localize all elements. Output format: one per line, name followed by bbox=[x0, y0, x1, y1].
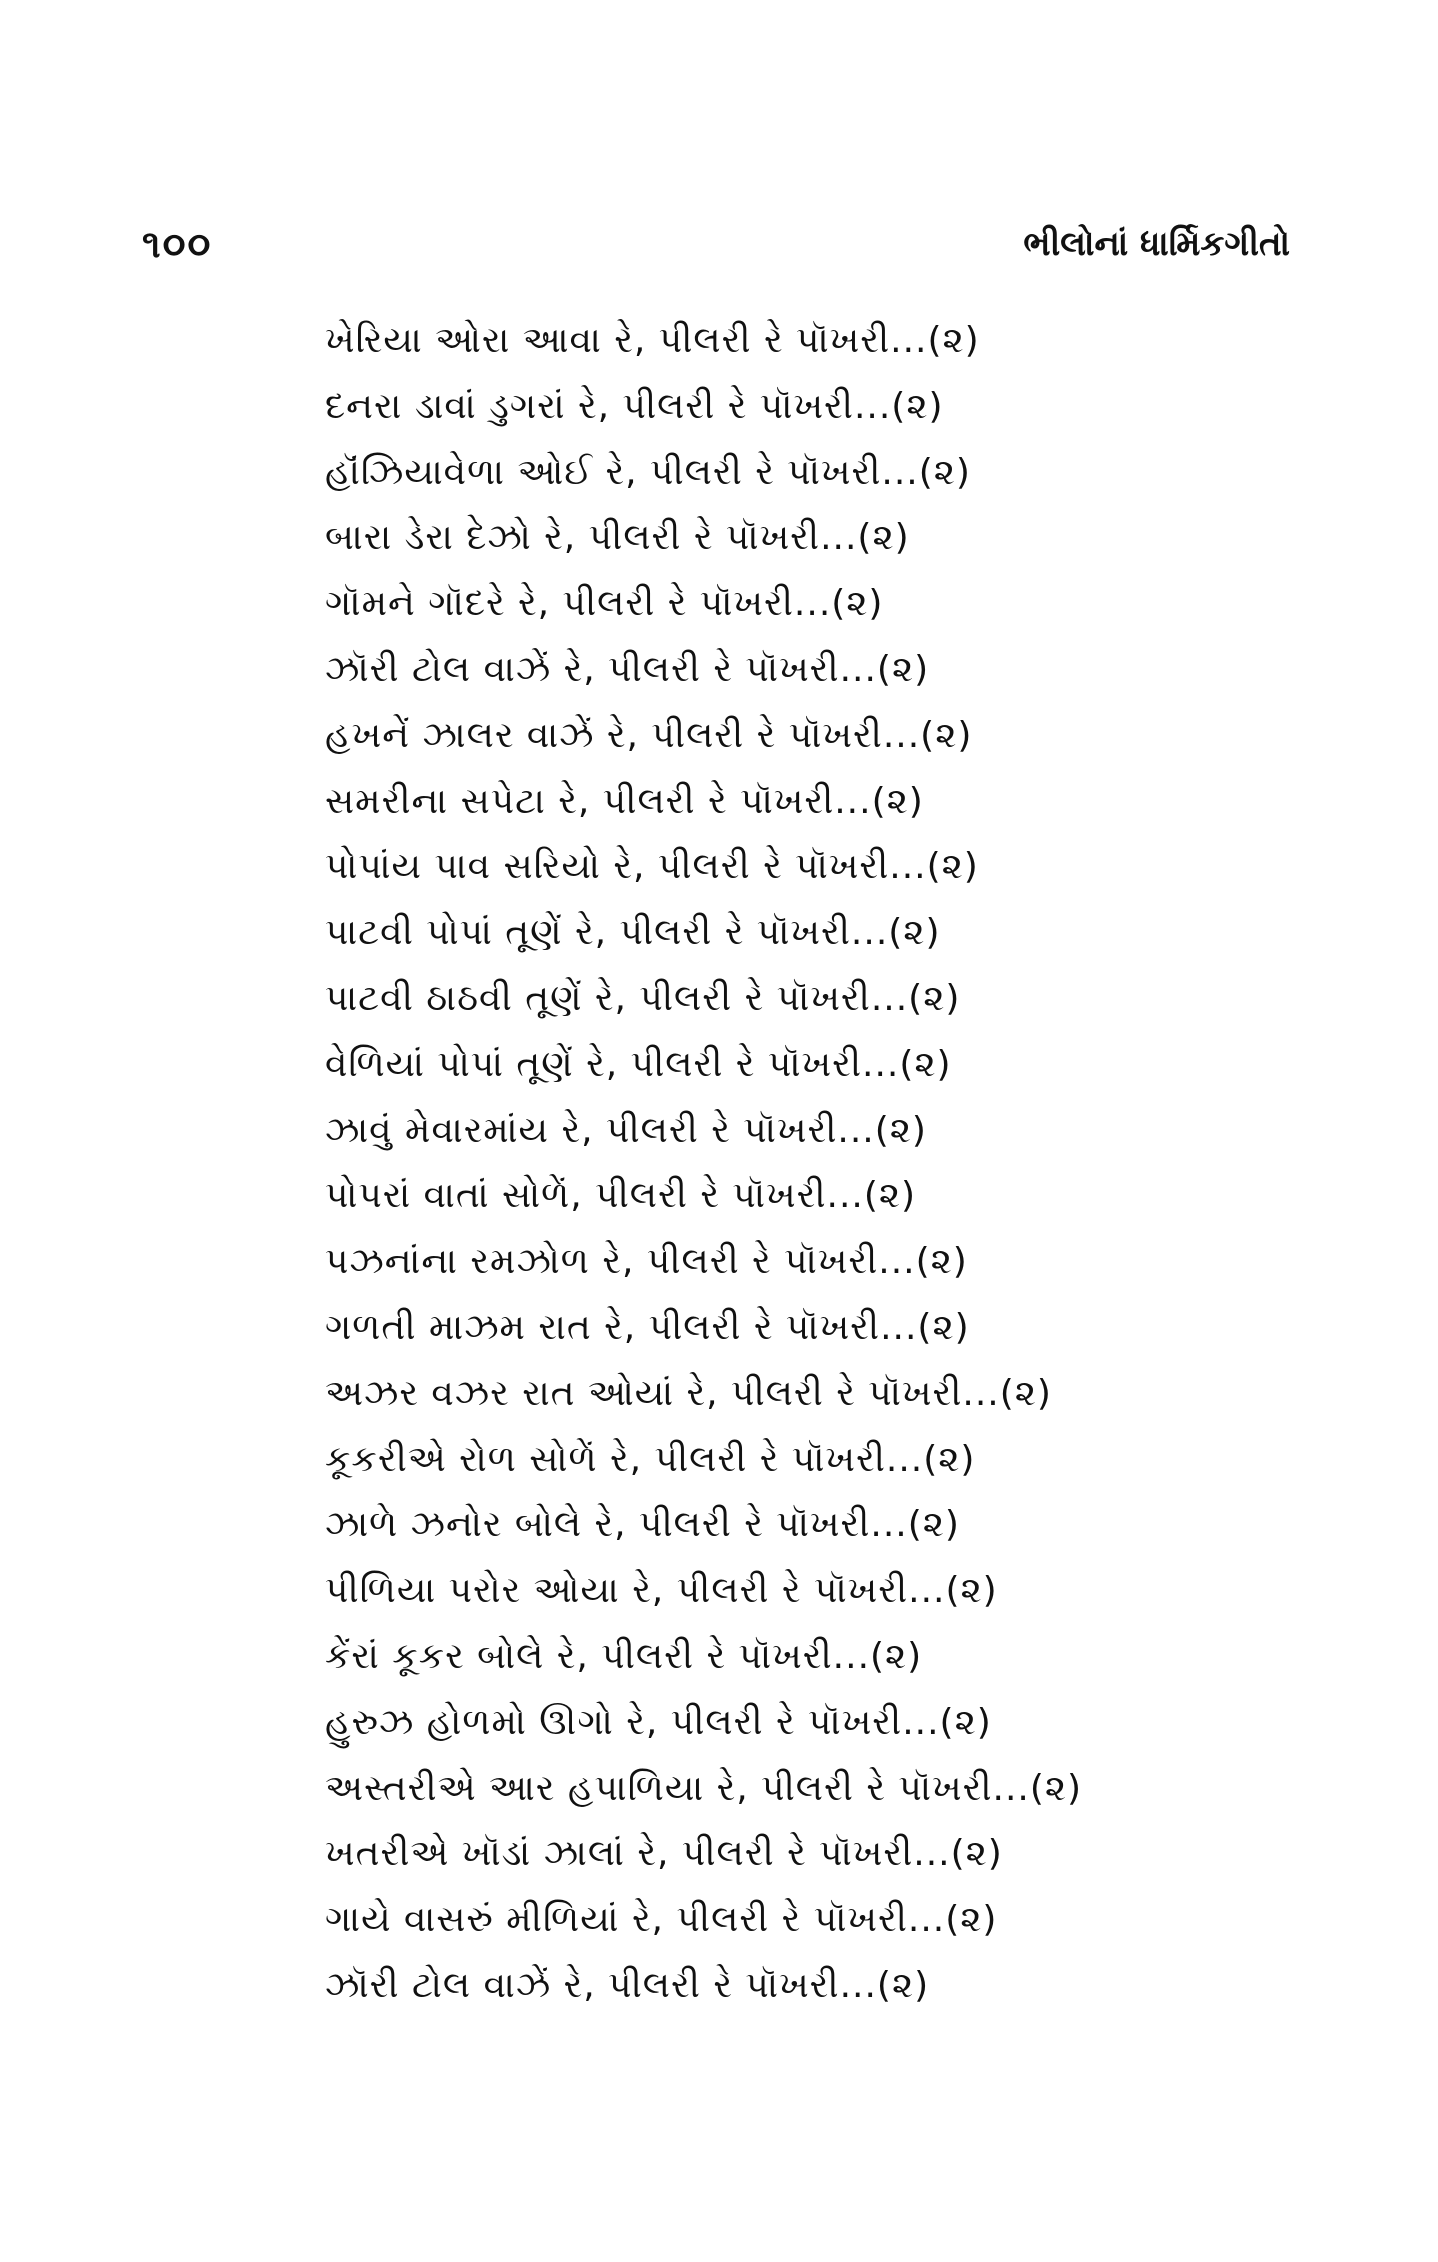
poem-line: બારા ડેરા દેઝો રે, પીલરી રે પૉખરી...(૨) bbox=[325, 517, 910, 559]
poem-line: ગાયે વાસરું મીળિયાં રે, પીલરી રે પૉખરી...(૨) bbox=[325, 1899, 998, 1941]
poem-line: પાટવી ઠાઠવી તૂણેં રે, પીલરી રે પૉખરી...(૨) bbox=[325, 977, 961, 1019]
poem-line: અસ્તરીએ આર હપાળિયા રે, પીલરી રે પૉખરી...(૨) bbox=[325, 1767, 1083, 1809]
poem-line: ઝાળે ઝનોર બોલે રે, પીલરી રે પૉખરી...(૨) bbox=[325, 1504, 960, 1546]
poem bbox=[325, 308, 1082, 2019]
poem-line: હુરુઝ હોળમો ઊગો રે, પીલરી રે પૉખરી...(૨) bbox=[325, 1701, 992, 1743]
poem-line: પીળિયા પરોર ઓયા રે, પીલરી રે પૉખરી...(૨) bbox=[325, 1570, 998, 1612]
poem-line: સમરીના સપેટા રે, પીલરી રે પૉખરી...(૨) bbox=[325, 780, 924, 822]
running-header-title: ભીલોનાં ધાર્મિકગીતો bbox=[1023, 224, 1290, 264]
poem-line: પોપાંય પાવ સરિયો રે, પીલરી રે પૉખરી...(૨) bbox=[325, 846, 979, 888]
poem-line: ઝૉરી ટોલ વાઝેં રે, પીલરી રે પૉખરી...(૨) bbox=[325, 648, 930, 690]
poem-line: ખતરીએ ખૉડાં ઝાલાં રે, પીલરી રે પૉખરી...(૨) bbox=[325, 1833, 1003, 1875]
poem-line: અઝર વઝર રાત ઓયાં રે, પીલરી રે પૉખરી...(૨) bbox=[325, 1372, 1052, 1414]
poem-line: હૉંઝિયાવેળા ઓઈ રે, પીલરી રે પૉખરી...(૨) bbox=[325, 451, 971, 493]
poem-line: ગૉમને ગૉદરે રે, પીલરી રે પૉખરી...(૨) bbox=[325, 583, 884, 625]
poem-line: વેળિયાં પોપાં તૂણેં રે, પીલરી રે પૉખરી...(૨) bbox=[325, 1043, 952, 1085]
poem-line: પઝનાંના રમઝોળ રે, પીલરી રે પૉખરી...(૨) bbox=[325, 1241, 968, 1283]
poem-line: દનરા ડાવાં ડુગરાં રે, પીલરી રે પૉખરી...(૨) bbox=[325, 385, 944, 427]
poem-line: ઝાવું મેવારમાંય રે, પીલરી રે પૉખરી...(૨) bbox=[325, 1109, 927, 1151]
poem-line: ઝૉરી ટોલ વાઝેં રે, પીલરી રે પૉખરી...(૨) bbox=[325, 1964, 930, 2006]
poem-line: હખનેં ઝાલર વાઝેં રે, પીલરી રે પૉખરી...(૨) bbox=[325, 714, 973, 756]
page-number: ૧૦૦ bbox=[142, 222, 213, 266]
poem-line: ગળતી માઝમ રાત રે, પીલરી રે પૉખરી...(૨) bbox=[325, 1306, 970, 1348]
poem-line: ખેરિયા ઓરા આવા રે, પીલરી રે પૉખરી...(૨) bbox=[325, 320, 980, 361]
poem-line: કૂકરીએ રોળ સોળેં રે, પીલરી રે પૉખરી...(૨) bbox=[325, 1438, 976, 1480]
poem-line: પાટવી પોપાં તૂણેં રે, પીલરી રે પૉખરી...(૨) bbox=[325, 912, 941, 954]
poem-line: પોપરાં વાતાં સોળેં, પીલરી રે પૉખરી...(૨) bbox=[325, 1175, 917, 1217]
poem-line: કેંરાં કૂકર બોલે રે, પીલરી રે પૉખરી...(૨) bbox=[325, 1635, 923, 1677]
